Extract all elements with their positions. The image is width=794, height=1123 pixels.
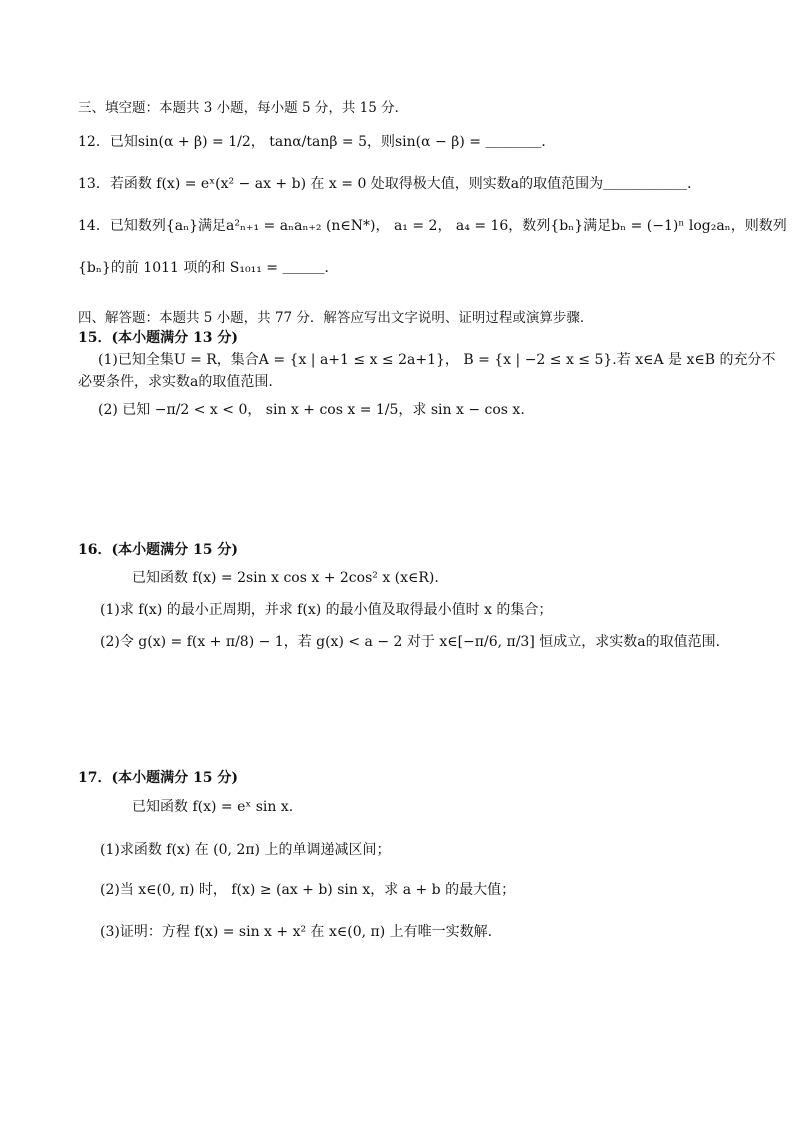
question-17-intro: 已知函数 f(x) = eˣ sin x. <box>132 799 294 815</box>
question-14-line-2: {bₙ}的前 1011 项的和 S₁₀₁₁ = ＿＿＿． <box>78 260 339 276</box>
question-15-title: 15．(本小题满分 13 分) <box>78 330 238 346</box>
question-17-part-1: (1)求函数 f(x) 在 (0, 2π) 上的单调递减区间； <box>100 842 391 858</box>
question-13-text: 若函数 f(x) = eˣ(x² − ax + b) 在 x = 0 处取得极大值，则实数a的取值范围为＿＿＿＿＿＿． <box>109 176 702 192</box>
question-16-intro: 已知函数 f(x) = 2sin x cos x + 2cos² x (x∈R). <box>132 570 439 586</box>
question-14-text-1: 已知数列{aₙ}满足a²ₙ₊₁ = aₙaₙ₊₂ (n∈N*)， a₁ = 2， a₄ = 16，数列{bₙ}满足bₙ = (−1)ⁿ log₂aₙ，则数列 <box>109 218 787 234</box>
question-13-number: 13． <box>78 176 110 192</box>
question-16-part-1: (1)求 f(x) 的最小正周期，并求 f(x) 的最小值及取得最小值时 x 的集合； <box>100 602 553 618</box>
question-15-part-1a: (1)已知全集U = R，集合A = {x | a+1 ≤ x ≤ 2a+1}， B = {x | −2 ≤ x ≤ 5}.若 x∈A 是 x∈B 的充分不 <box>98 352 776 368</box>
question-12-text: 已知sin(α + β) = 1/2， tanα/tanβ = 5，则sin(α − β) = ＿＿＿＿． <box>109 134 556 150</box>
question-12-number: 12． <box>78 134 110 150</box>
question-16-part-2: (2)令 g(x) = f(x + π/8) − 1，若 g(x) < a − 2 对于 x∈[−π/6, π/3] 恒成立，求实数a的取值范围. <box>100 634 721 650</box>
question-16-title: 16．(本小题满分 15 分) <box>78 542 238 558</box>
question-12 <box>78 132 555 152</box>
question-14-number: 14． <box>78 218 110 234</box>
question-15-part-1b: 必要条件，求实数a的取值范围. <box>78 374 273 390</box>
question-17-part-2: (2)当 x∈(0, π) 时， f(x) ≥ (ax + b) sin x，求 a + b 的最大值； <box>100 882 516 898</box>
question-13 <box>78 174 701 194</box>
question-14-line-1 <box>78 216 787 236</box>
question-17-title: 17．(本小题满分 15 分) <box>78 770 238 786</box>
section-3-header: 三、填空题：本题共 3 小题，每小题 5 分，共 15 分． <box>78 100 409 116</box>
section-4-header: 四、解答题：本题共 5 小题，共 77 分．解答应写出文字说明、证明过程或演算步骤． <box>78 310 594 326</box>
question-17-part-3: (3)证明：方程 f(x) = sin x + x² 在 x∈(0, π) 上有唯一实数解. <box>100 924 493 940</box>
question-15-part-2: (2) 已知 −π/2 < x < 0， sin x + cos x = 1/5，求 sin x − cos x. <box>98 402 525 418</box>
